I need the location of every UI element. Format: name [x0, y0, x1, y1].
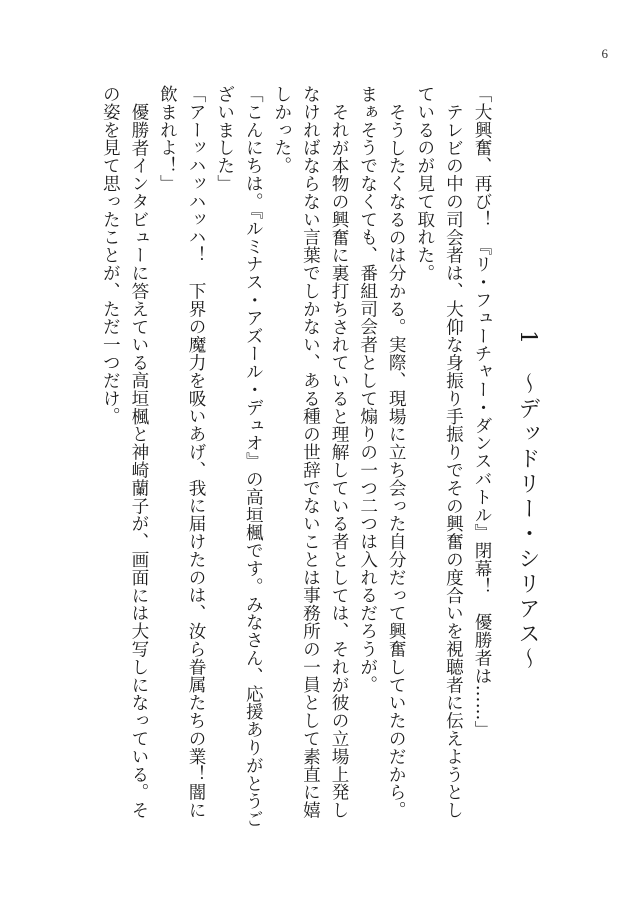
paragraph: そうしたくなるのは分かる。実際、現場に立ち会った自分だって興奮していたのだから。まぁそうでなくても、番組司会者として煽りの一つ二つは入れるだろうが。	[357, 85, 407, 819]
paragraph: 「こんにちは。『ルミナス・アズール・デュオ』の高垣楓です。みなさん、応援ありがとうございました」	[214, 85, 264, 828]
paragraph: 優勝者インタビューに答えている高垣楓と神崎蘭子が、画面には大写しになっている。その姿を見て思ったことが、ただ一つだけ。	[100, 85, 149, 819]
page-number: 6	[601, 46, 608, 61]
body-text	[76, 85, 496, 835]
paragraph: 「大興奮、再び！ 『リ・フューチャー・ダンスバトル』閉幕！ 優勝者は……」	[472, 85, 492, 739]
chapter-title: 1 ～デッドリー・シリアス～	[515, 330, 540, 672]
paragraph: 「アーッハッハッハ！ 下界の魔力を吸いあげ、我に届けたのは、汝ら眷属たちの業！闇に飲まれよ！」	[157, 85, 207, 819]
paragraph: テレビの中の司会者は、大仰な身振り手振りでその興奮の度合いを視聴者に伝えようとしているのが見て取れた。	[414, 85, 464, 819]
paragraph: それが本物の興奮に裏打ちされていると理解している者としては、それが彼の立場上発しなければならない言葉でしかない、ある種の世辞でないことは事務所の一員として素直に嬉しかった。	[271, 85, 350, 819]
